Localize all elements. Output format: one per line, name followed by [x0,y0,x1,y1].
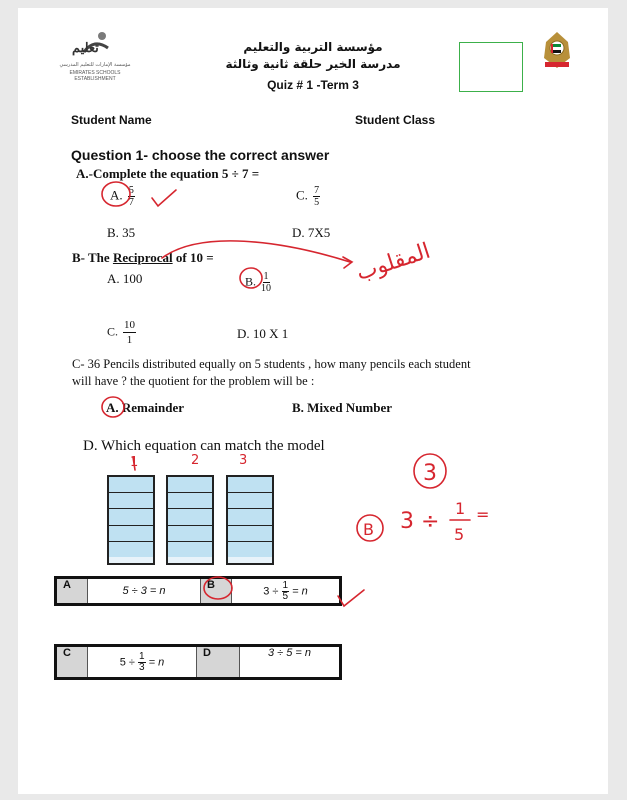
fraction [313,185,320,208]
numerator: 1 [282,579,289,591]
question-c-option-a: A. Remainder [106,400,184,415]
prompt-prefix: B- The [72,250,113,265]
model-cell [109,493,153,509]
option-a-label: A [56,578,88,605]
model-cell [168,542,212,557]
fraction [261,271,271,294]
question-c-line1: C- 36 Pencils distributed equally on 5 students , how many pencils each student [72,357,471,371]
expr-pre: 5 ÷ [119,655,135,668]
arabic-note: المقلوب [353,238,434,286]
student-name-label: Student Name [71,113,152,127]
prompt-suffix: of 10 = [172,250,214,265]
expr-pre: 3 ÷ [263,584,279,597]
option-d-label: D [197,646,240,679]
question-a-prompt: A.-Complete the equation 5 ÷ 7 = [76,166,260,181]
model-cell [109,542,153,557]
expression: 3 ÷ 5 = n [267,647,312,659]
question-c-option-b: B. Mixed Number [292,400,393,415]
option-c-label: C [56,646,88,679]
model-cell [168,477,212,493]
numerator: 7 [314,185,320,196]
question-b-prompt [72,250,214,266]
numerator: 1 [263,271,269,282]
denominator: 7 [128,197,134,208]
question-a-option-b: B. 35 [107,225,136,240]
model-cell [228,542,272,557]
option-table-ab [54,576,342,606]
fraction [282,581,290,602]
option-label: B. [245,274,257,289]
option-d-expression [240,646,341,679]
denominator: 5 [314,197,320,208]
model-cell [228,493,272,509]
handwritten-expr-num: 1 [455,499,466,518]
denominator: 3 [139,661,145,673]
model-column-1 [107,475,155,565]
question-d-prompt: D. Which equation can match the model [83,438,325,454]
uae-emblem-icon [540,28,574,72]
denominator: 10 [261,283,272,294]
fraction [128,185,135,208]
denominator: 5 [282,590,289,602]
question-b-option-c [107,318,136,347]
question-a-option-c [296,185,320,208]
question-b-option-b [245,271,271,294]
option-label: C. [296,187,308,203]
question-b-option-d: D. 10 X 1 [237,326,289,341]
fraction [138,652,146,673]
reciprocal-word: Reciprocal [112,250,173,265]
option-a-expression [88,578,201,605]
circled-three-text: 3 [423,461,437,486]
model-cell [109,477,153,493]
expression: 5 ÷ 3 = n [122,585,166,597]
numerator: 10 [124,319,136,331]
handwritten-expr-eq: = [476,505,490,524]
model-column-2 [166,475,214,565]
student-class-label: Student Class [355,113,436,127]
denominator: 1 [126,334,133,346]
question-a-option-d: D. 7X5 [292,225,331,240]
col-label-3: 3 [239,453,248,468]
logo-caption-en: EMIRATES SCHOOLS ESTABLISHMENT [69,70,121,82]
school-line: مدرسة الخير حلقة ثانية وثالثة [225,57,401,71]
quiz-page [18,8,608,794]
model-cell [168,493,212,509]
logo-caption-ar: مؤسسة الإمارات للتعليم المدرسي [59,62,131,68]
school-logo [50,30,130,80]
col-label-2: 2 [191,453,200,468]
handwritten-expr-pre: 3 ÷ [400,509,440,534]
option-table-cd [54,644,342,680]
model-cell [168,509,212,525]
col-label-1: 1 [130,455,139,470]
option-c-expression [88,646,197,679]
model-cell [228,509,272,525]
org-line: مؤسسة التربية والتعليم [243,40,383,54]
handwritten-expr-den: 5 [454,525,465,544]
logo-word: تعليم [72,40,99,55]
expr-post: = n [292,584,308,597]
score-box [459,42,523,92]
model-cell [109,526,153,542]
model-cell [109,509,153,525]
option-b-expression [232,578,341,605]
question-c-line2: will have ? the quotient for the problem will be : [72,374,315,388]
numerator: 1 [139,650,145,662]
model-column-3 [226,475,274,565]
circled-b-text: B [363,520,374,539]
quiz-title: Quiz # 1 -Term 3 [267,78,359,92]
question-title: Question 1- choose the correct answer [71,147,330,163]
option-label: A. [110,187,123,203]
numerator: 5 [128,185,134,196]
model-cell [168,526,212,542]
expr-post: = n [148,655,165,668]
option-label: C. [107,324,119,339]
model-cell [228,526,272,542]
question-a-option-a [110,185,135,208]
model-cell [228,477,272,493]
question-b-option-a: A. 100 [107,271,143,286]
option-b-label: B [201,578,232,605]
fraction [123,318,136,347]
